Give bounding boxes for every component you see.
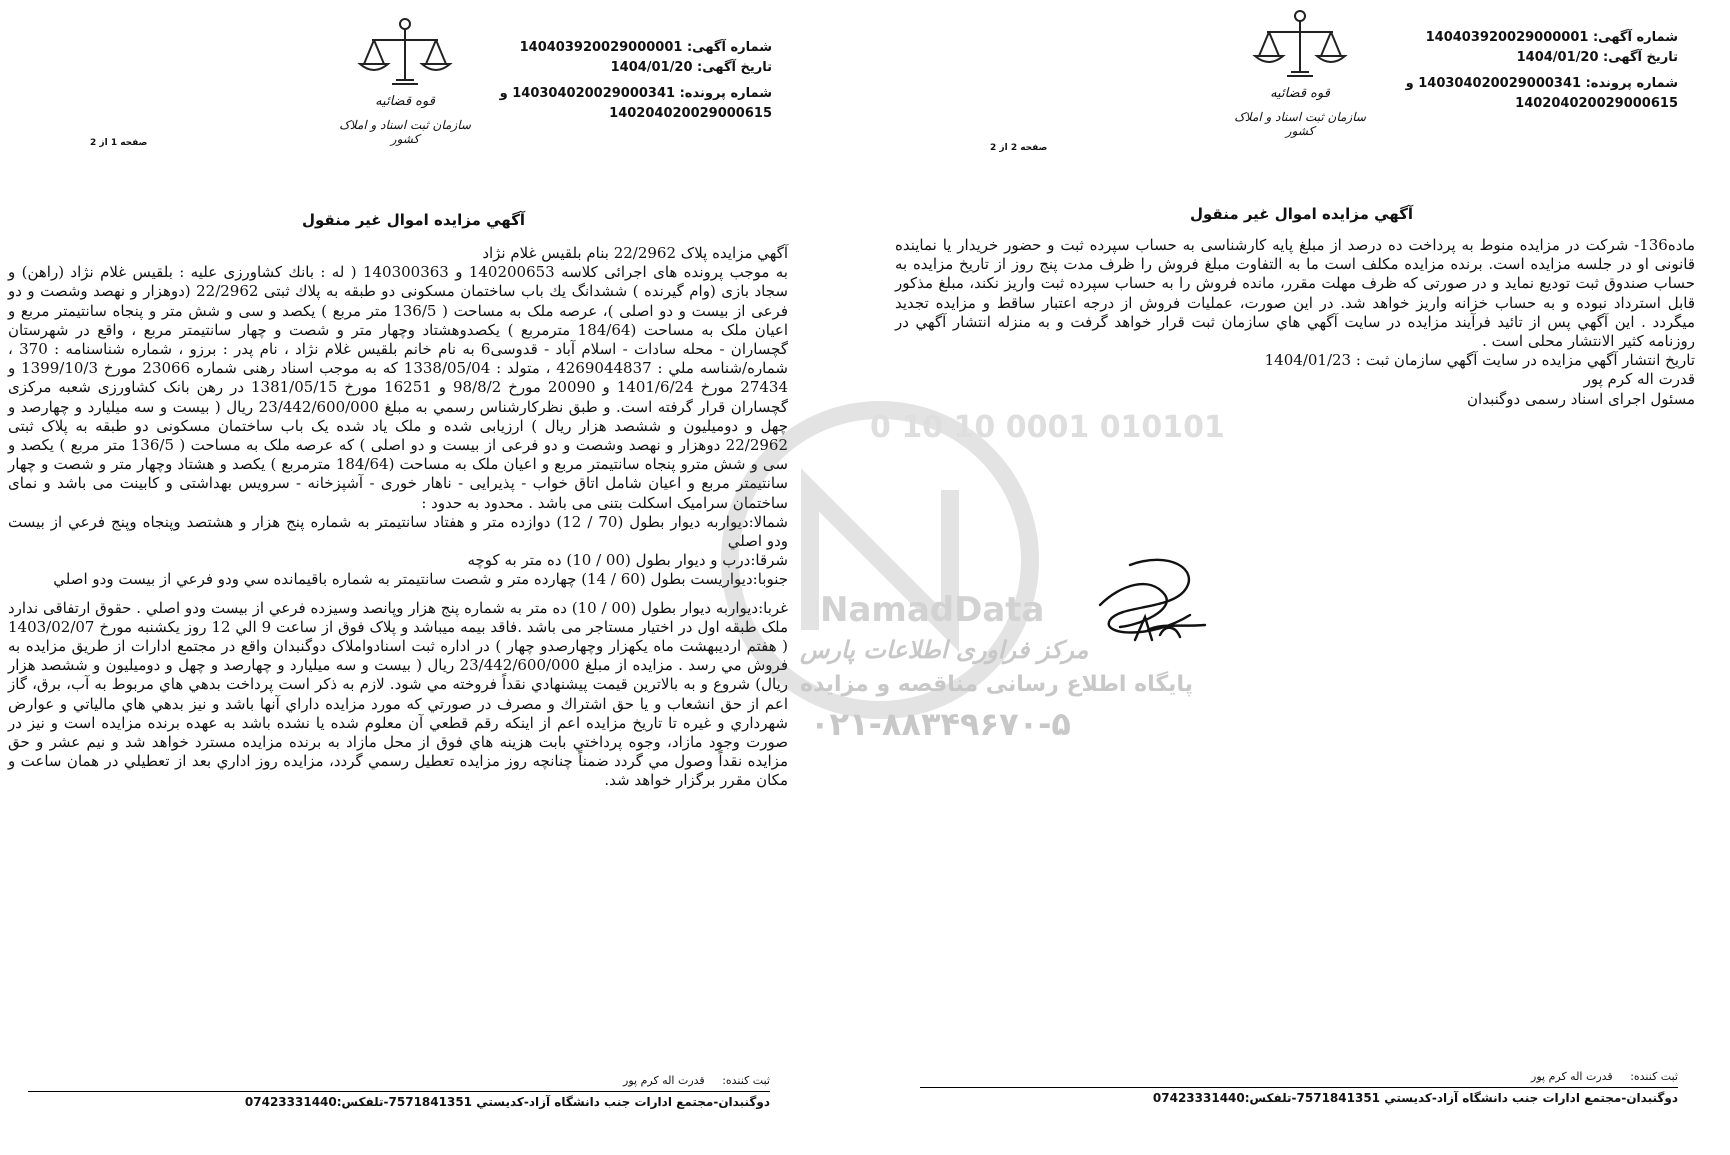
page-footer [28, 1074, 770, 1114]
boundary-east: شرقا:درب و ديوار بطول (00 / 10) ده متر به كوچه [467, 551, 788, 570]
handwritten-signature [1090, 545, 1220, 655]
notice-header [500, 38, 772, 124]
judiciary-logo [330, 14, 480, 144]
boundary-north: شمالا:ديواربه ديوار بطول (70 / 12) دوازده متر و هفتاد سانتيمتر به شماره پنج هزار و هشتصد وپنجاه وپنج فرعي از بيست ودو اصلي [8, 512, 788, 551]
notice-number: 140403920029000001 [519, 40, 683, 55]
file-number-label: شماره پرونده: [1585, 76, 1678, 91]
footer-divider [28, 1091, 770, 1092]
notice-date-row [1406, 48, 1678, 68]
file-number-label: شماره پرونده: [679, 86, 772, 101]
page-label: صفحه 2 از 2 [990, 143, 1048, 153]
notice-subject: آگهي مزايده پلاک 22/2962 بنام بلقيس غلام نژاد [482, 244, 788, 262]
boundary-west-and-terms: غربا:ديواربه ديوار بطول (00 / 10) ده متر به شماره پنج هزار وپانصد وسيزده فرعي از بيست ودو اصلي . حقوق ارتفاقی ندارد ملک طبقه اول در اختيار مستاجر می باشد .فاقد بيمه ميباشد و پلاک فوق از ساعت 9 الي 12 روز يکشنبه مورخ 1403/02/07 ( هفتم ارديبهشت ماه يکهزار وچهارصدو چهار ) در اداره ثبت اسنادواملاک دوگنبدان واقع در مجتمع ادارات از طريق مزايده به فروش مي رسد . مزايده از مبلغ 23/442/600/000 ريال ( بيست و سه ميليارد و چهارصد و چهل و دوميليون و ششصد هزار ريال) شروع و به بالاترين قيمت پيشنهادي نقداً فروخته مي شود. لازم به ذكر است پرداخت بدهي هاي مربوط به آب، برق، گاز اعم از حق انشعاب و يا حق اشتراك و مصرف در صورتي كه مورد مزايده داراي آنها باشد و نيز بدهي هاي مالياتي و عوارض شهرداري و غيره تا تاريخ مزايده اعم از اينكه رقم قطعي آن معلوم شده يا نشده باشد به عهده برنده مزايده است و نيز در صورت وجود مازاد، وجوه پرداختي بابت هزينه هاي فوق از محل مازاد به برنده مزايده مسترد خواهد شد و نيم عشر و حق مزايده نقداً وصول مي گردد ضمناً چنانچه روز مزايده تعطيل رسمي گردد، مزايده روز اداري بعد از تعطيلي در همان ساعت و مكان مقرر برگزار خواهد شد. [8, 598, 789, 790]
file-number-1: 140304020029000341 [1418, 76, 1582, 91]
registrar [609, 1074, 770, 1087]
notice-date-label: تاریخ آگهی: [697, 60, 772, 75]
watermark-digits: 010101 0001 10 10 0 [870, 410, 1225, 445]
registrar-name: قدرت اله کرم پور [1531, 1070, 1613, 1083]
page-label: صفحه 1 از 2 [90, 138, 148, 148]
notice-number-row [1406, 28, 1678, 48]
file-number-joiner: و [1405, 76, 1414, 91]
file-number-row [500, 84, 772, 104]
official-title: مسئول اجرای اسناد رسمی دوگنبدان [1467, 389, 1695, 408]
office-address: دوگنبدان-مجتمع ادارات جنب دانشگاه آزاد-کديستي 7571841351-تلفکس:07423331440 [1152, 1091, 1678, 1105]
notice-body [8, 244, 788, 791]
registrar-label: ثبت کننده: [1630, 1070, 1678, 1083]
page-footer [920, 1070, 1678, 1110]
publication-date: تاريخ انتشار آگهي مزايده در سايت آگهي سازمان ثبت : 1404/01/23 [1264, 351, 1695, 370]
watermark-line-1: مرکز فراوری اطلاعات پارس [800, 636, 1089, 664]
judiciary-logo [1225, 6, 1375, 136]
watermark-brand: NamadData [820, 590, 1045, 630]
notice-number: 140403920029000001 [1425, 30, 1589, 45]
page-2 [865, 0, 1730, 1155]
logo-text-judiciary: قوه قضائیه [375, 94, 435, 109]
registrar [1517, 1070, 1678, 1083]
file-number-joiner: و [499, 86, 508, 101]
registrar-label: ثبت کننده: [722, 1074, 770, 1087]
boundary-south: جنوبا:ديواريست بطول (60 / 14) چهارده متر و شصت سانتيمتر به شماره باقيمانده سي ودو فرعي از بيست ودو اصلي [53, 570, 788, 589]
footer-divider [920, 1087, 1678, 1088]
notice-date: 1404/01/20 [610, 60, 693, 75]
notice-date: 1404/01/20 [1516, 50, 1599, 65]
file-number-2: 140204020029000615 [1515, 96, 1678, 111]
scales-of-justice-icon [330, 14, 480, 94]
notice-header [1406, 28, 1678, 114]
article-136-terms: ماده136- شرکت در مزايده منوط به پرداخت ده درصد از مبلغ پايه کارشناسی به حساب سپرده ثبت و حضور خريدار يا نماينده قانونی او در جلسه مزايده است. برنده مزايده مکلف است ما به التفاوت مبلغ فروش را ظرف مدت پنج روز از تاريخ مزايده به حساب صندوق ثبت توديع نمايد و در صورتی که ظرف مهلت مقرر، مانده فروش را به حساب سپرده ثبت واريز نکند، مبلغ مذکور قابل استرداد نبوده و به حساب خزانه واريز خواهد شد. در اين صورت، عمليات فروش از درجه اعتبار ساقط و مزايده تجديد ميگردد . اين آگهي پس از تائيد فرآيند مزايده در سايت آگهي هاي سازمان ثبت قرار خواهد گرفت و به منزله انتشار آگهي در روزنامه کثير الانتشار محلی است . [895, 236, 1695, 351]
notice-body [895, 236, 1695, 409]
page-title: آگهي مزايده اموال غير منقول [1190, 205, 1414, 223]
notice-number-label: شماره آگهی: [686, 40, 772, 55]
registrar-name: قدرت اله کرم پور [623, 1074, 705, 1087]
notice-number-label: شماره آگهی: [1592, 30, 1678, 45]
logo-text-judiciary: قوه قضائیه [1270, 86, 1330, 101]
logo-text-organization: سازمان ثبت اسناد و املاک کشور [1234, 110, 1366, 138]
official-name: قدرت اله کرم پور [1583, 370, 1695, 389]
watermark-line-2: پايگاه اطلاع رسانی مناقصه و مزايده [800, 672, 1193, 697]
file-number-2: 140204020029000615 [609, 106, 772, 121]
watermark-phone: ۰۲۱-۸۸۳۴۹۶۷۰-۵ [810, 705, 1071, 743]
file-number-row [1406, 74, 1678, 94]
logo-text-organization: سازمان ثبت اسناد و املاک کشور [339, 118, 471, 146]
notice-date-label: تاریخ آگهی: [1603, 50, 1678, 65]
office-address: دوگنبدان-مجتمع ادارات جنب دانشگاه آزاد-کديستي 7571841351-تلفکس:07423331440 [244, 1095, 770, 1109]
property-description: به موجب پرونده های اجرائی کلاسه 140200653 و 140300363 ( له : بانك كشاورزی عليه : بلقيس غلام نژاد (راهن) و سجاد بازی (وام گيرنده ) ششدانگ يك باب ساختمان مسکونی دو طبقه به پلاك ثبتی 22/2962 (دوهزار و نهصد وشصت و دو فرعی از بيست و دو اصلی )، عرصه ملک به مساحت ( 136/5 متر مربع ) يکصد و سی و شش متر و پنجاه سانتيمتر مربع و اعيان ملک به مساحت (184/64 مترمربع ) يکصدوهشتاد وچهار متر و شصت و چهار سانتيمتر مربع ، واقع در شهرستان گچساران - محله سادات - اسلام آباد - قدوسی6 به نام خانم بلقيس غلام نژاد ، نام پدر : برزو ، شماره شناسنامه : 370 ، شماره/شناسه ملي : 4269044837 ، متولد : 1338/05/04 که به موجب اسناد رهنی شماره 23066 مورخ 1399/10/3 و 27434 مورخ 1401/6/24 و 20090 مورخ 98/8/2 و 16251 مورخ 1381/05/15 در رهن بانک کشاورزی شعبه مرکزی گچساران قرار گرفته است. و طبق نظرکارشناس رسمي به مبلغ 23/442/600/000 ريال ( بيست و سه ميليارد و چهارصد و چهل و دوميليون و ششصد هزار ريال ) ارزيابی شده و ملک ياد شده يک باب ساختمان مسکونی دو طبقه به پلاک ثبتی 22/2962 دوهزار و نهصد وشصت و دو فرعی از بيست و دو اصلی ) که عرصه ملک به مساحت ( 136/5 متر مربع ) يکصد و سی و شش مترو پنجاه سانتيمتر مربع و اعيان ملک به مساحت (184/64 مترمربع ) يکصد و هشتاد وچهار متر و شصت و چهار سانتيمتر مربع و اعيان شامل اتاق خواب - پذيرايی - ناهار خوری - آشپزخانه - سرويس بهداشتی و کابينت می باشد و نمای ساختمان سراميک اسکلت بتنی می باشد . محدود به حدود : [8, 263, 789, 512]
notice-number-row [500, 38, 772, 58]
notice-date-row [500, 58, 772, 78]
scales-of-justice-icon [1225, 6, 1375, 86]
file-number-1: 140304020029000341 [512, 86, 676, 101]
page-title: آگهي مزايده اموال غير منقول [302, 211, 526, 229]
